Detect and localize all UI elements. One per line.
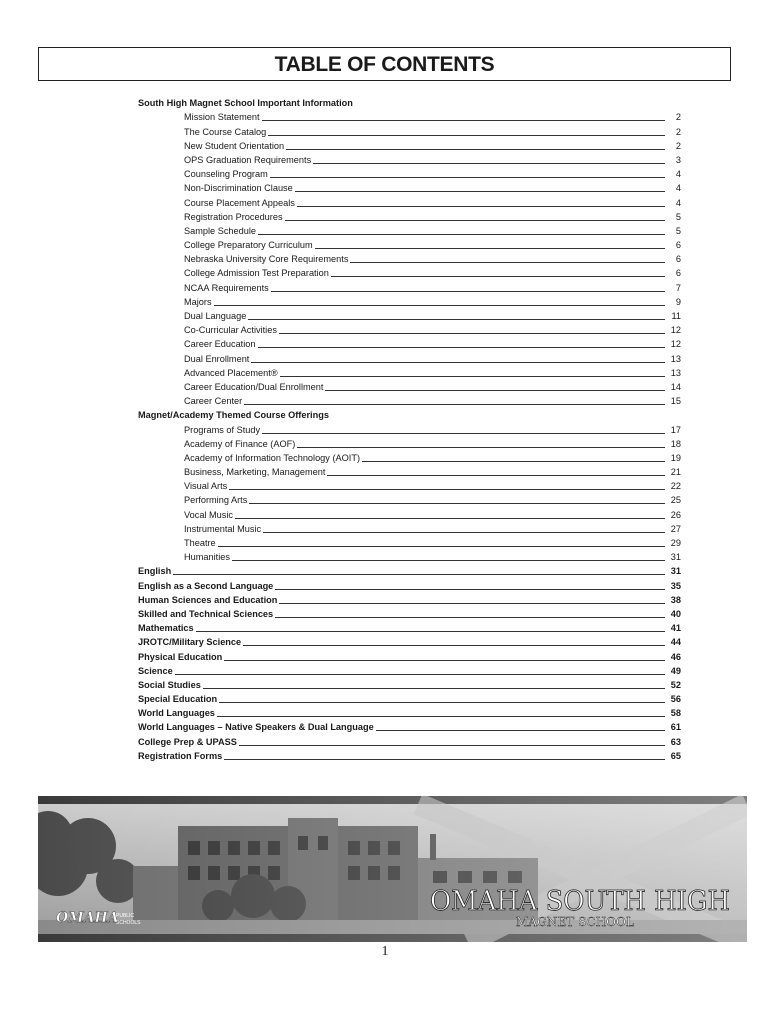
toc-entry-page: 12 bbox=[670, 339, 681, 350]
toc-entry-page: 41 bbox=[670, 623, 681, 634]
toc-entry bbox=[138, 648, 681, 662]
toc-leader-line bbox=[244, 403, 665, 405]
toc-leader-line bbox=[196, 630, 665, 632]
toc-entry-page: 46 bbox=[670, 651, 681, 662]
toc-entry-page: 7 bbox=[675, 282, 681, 293]
toc-entry-page: 27 bbox=[670, 523, 681, 534]
toc-entry bbox=[138, 294, 681, 308]
toc-entry-page: 2 bbox=[675, 140, 681, 151]
toc-entry bbox=[138, 336, 681, 350]
toc-leader-line bbox=[251, 361, 665, 363]
toc-entry-page: 12 bbox=[670, 325, 681, 336]
toc-entry bbox=[138, 109, 681, 123]
toc-entry bbox=[138, 421, 681, 435]
toc-entry-page: 15 bbox=[670, 396, 681, 407]
toc-leader-line bbox=[239, 744, 665, 746]
toc-entry-label: NCAA Requirements bbox=[184, 282, 269, 293]
toc-entry-label: Academy of Finance (AOF) bbox=[184, 438, 296, 449]
toc-leader-line bbox=[224, 758, 665, 760]
toc-entry-label: Skilled and Technical Sciences bbox=[138, 608, 274, 619]
toc-entry bbox=[138, 733, 681, 747]
toc-leader-line bbox=[295, 190, 665, 192]
toc-entry bbox=[138, 308, 681, 322]
toc-leader-line bbox=[262, 119, 665, 121]
school-subtitle: MAGNET SCHOOL bbox=[516, 915, 635, 929]
toc-entry-label: Registration Forms bbox=[138, 750, 223, 761]
toc-entry bbox=[138, 237, 681, 251]
toc-entry-label: Career Education bbox=[184, 339, 256, 350]
toc-leader-line bbox=[297, 446, 665, 448]
toc-entry bbox=[138, 719, 681, 733]
toc-entry-label: Career Education/Dual Enrollment bbox=[184, 381, 324, 392]
toc-entry-page: 38 bbox=[670, 594, 681, 605]
toc-entry-label: Theatre bbox=[184, 538, 216, 548]
toc-leader-line bbox=[362, 460, 665, 462]
toc-entry-page: 31 bbox=[670, 566, 681, 577]
toc-entry-label: Human Sciences and Education bbox=[138, 594, 278, 605]
toc-entry-page: 49 bbox=[670, 665, 681, 676]
toc-entry-page: 56 bbox=[670, 694, 681, 705]
toc-leader-line bbox=[217, 715, 665, 717]
toc-entry-page: 4 bbox=[675, 169, 681, 180]
toc-entry-label: College Preparatory Curriculum bbox=[184, 240, 313, 251]
toc-entry bbox=[138, 663, 681, 677]
toc-entry-page: 63 bbox=[670, 736, 681, 747]
table-of-contents bbox=[138, 95, 681, 762]
toc-entry-page: 61 bbox=[670, 722, 681, 733]
district-logo-sub2: SCHOOLS bbox=[116, 920, 141, 926]
toc-leader-line bbox=[229, 488, 665, 490]
toc-entry-label: Nebraska University Core Requirements bbox=[184, 254, 349, 265]
toc-entry-label: Dual Language bbox=[184, 311, 247, 321]
toc-entry-page: 18 bbox=[670, 438, 681, 449]
toc-leader-line bbox=[203, 687, 665, 689]
toc-entry-page: 19 bbox=[670, 452, 681, 463]
school-name: OMAHA SOUTH HIGH bbox=[430, 886, 730, 917]
toc-entry-page: 13 bbox=[670, 353, 681, 364]
toc-entry bbox=[138, 577, 681, 591]
page-number: 1 bbox=[381, 944, 389, 959]
toc-entry-page: 65 bbox=[670, 750, 681, 761]
toc-leader-line bbox=[173, 573, 665, 575]
toc-entry bbox=[138, 407, 681, 421]
toc-entry-page: 6 bbox=[675, 240, 681, 251]
district-logo-sub1: PUBLIC bbox=[116, 913, 135, 919]
toc-leader-line bbox=[243, 644, 665, 646]
toc-leader-line bbox=[279, 332, 665, 334]
toc-entry-page: 5 bbox=[675, 211, 681, 222]
toc-entry bbox=[138, 535, 681, 549]
toc-entry bbox=[138, 620, 681, 634]
toc-entry bbox=[138, 506, 681, 520]
toc-entry-label: Non-Discrimination Clause bbox=[184, 183, 293, 194]
toc-entry bbox=[138, 180, 681, 194]
toc-entry-label: College Prep & UPASS bbox=[138, 736, 237, 747]
toc-leader-line bbox=[258, 233, 665, 235]
toc-leader-line bbox=[175, 673, 665, 675]
toc-entry-label: Programs of Study bbox=[184, 424, 261, 435]
toc-entry-label: Dual Enrollment bbox=[184, 353, 250, 364]
toc-leader-line bbox=[249, 502, 665, 504]
toc-entry-page: 4 bbox=[675, 197, 681, 208]
toc-leader-line bbox=[350, 261, 665, 263]
toc-entry-label: College Admission Test Preparation bbox=[184, 268, 329, 279]
toc-entry bbox=[138, 251, 681, 265]
toc-entry-page: 22 bbox=[670, 481, 681, 492]
toc-entry-label: English bbox=[138, 566, 172, 577]
toc-entry-page: 21 bbox=[670, 467, 681, 478]
toc-entry-page: 6 bbox=[675, 268, 681, 279]
toc-entry-label: Mission Statement bbox=[184, 112, 260, 123]
toc-leader-line bbox=[248, 318, 665, 320]
toc-entry-page: 3 bbox=[675, 154, 681, 165]
toc-entry-label: South High Magnet School Important Information bbox=[138, 98, 353, 109]
toc-entry bbox=[138, 138, 681, 152]
toc-leader-line bbox=[325, 389, 665, 391]
toc-entry-label: Majors bbox=[184, 296, 212, 307]
toc-entry-page: 17 bbox=[670, 424, 681, 435]
toc-entry-page: 31 bbox=[670, 552, 681, 563]
toc-entry-label: Visual Arts bbox=[184, 481, 228, 492]
toc-leader-line bbox=[279, 602, 665, 604]
toc-entry-label: World Languages bbox=[138, 708, 215, 719]
toc-leader-line bbox=[315, 247, 665, 249]
toc-leader-line bbox=[313, 162, 665, 164]
toc-entry bbox=[138, 152, 681, 166]
page-title: TABLE OF CONTENTS bbox=[274, 53, 495, 76]
toc-entry-label: Instrumental Music bbox=[184, 523, 262, 534]
toc-entry bbox=[138, 450, 681, 464]
toc-entry-label: Mathematics bbox=[138, 623, 194, 634]
toc-entry-page: 26 bbox=[670, 509, 681, 520]
toc-entry-page: 25 bbox=[670, 495, 681, 506]
toc-entry-page: 2 bbox=[675, 126, 681, 137]
toc-entry-page: 44 bbox=[670, 637, 681, 648]
toc-leader-line bbox=[258, 346, 666, 348]
toc-entry bbox=[138, 393, 681, 407]
toc-entry-label: The Course Catalog bbox=[184, 126, 267, 137]
toc-entry-label: Advanced Placement® bbox=[184, 367, 278, 378]
toc-leader-line bbox=[219, 701, 665, 703]
toc-entry-label: Course Placement Appeals bbox=[184, 197, 295, 208]
toc-entry-label: Magnet/Academy Themed Course Offerings bbox=[138, 410, 329, 421]
toc-entry-page: 14 bbox=[670, 381, 681, 392]
toc-leader-line bbox=[232, 559, 665, 561]
toc-entry-page: 13 bbox=[670, 367, 681, 378]
toc-entry bbox=[138, 436, 681, 450]
toc-entry-label: Counseling Program bbox=[184, 169, 268, 180]
toc-entry-label: Vocal Music bbox=[184, 509, 234, 520]
toc-entry bbox=[138, 748, 681, 762]
toc-entry-label: Science bbox=[138, 665, 173, 676]
toc-entry-label: OPS Graduation Requirements bbox=[184, 154, 312, 165]
toc-entry bbox=[138, 592, 681, 606]
toc-entry-label: Registration Procedures bbox=[184, 211, 283, 222]
toc-entry-page: 58 bbox=[670, 708, 681, 719]
toc-entry-page: 52 bbox=[670, 679, 681, 690]
toc-leader-line bbox=[376, 729, 665, 731]
toc-entry-label: Social Studies bbox=[138, 679, 201, 690]
toc-entry-page: 5 bbox=[675, 225, 681, 236]
toc-title-box bbox=[38, 47, 731, 81]
toc-entry bbox=[138, 379, 681, 393]
toc-entry bbox=[138, 265, 681, 279]
toc-entry-label: Humanities bbox=[184, 552, 230, 563]
toc-leader-line bbox=[297, 205, 665, 207]
toc-entry bbox=[138, 563, 681, 577]
toc-leader-line bbox=[286, 148, 665, 150]
toc-entry-page: 11 bbox=[671, 311, 681, 321]
district-logo bbox=[56, 910, 141, 926]
toc-entry bbox=[138, 677, 681, 691]
toc-entry-page: 29 bbox=[670, 538, 681, 548]
toc-leader-line bbox=[270, 176, 665, 178]
toc-entry bbox=[138, 279, 681, 293]
district-logo-text: OMAHA bbox=[56, 910, 119, 926]
toc-entry-label: English as a Second Language bbox=[138, 580, 274, 591]
toc-entry-label: Physical Education bbox=[138, 651, 223, 662]
toc-entry-label: Special Education bbox=[138, 694, 218, 705]
toc-entry bbox=[138, 350, 681, 364]
toc-entry bbox=[138, 223, 681, 237]
toc-entry bbox=[138, 606, 681, 620]
toc-leader-line bbox=[275, 588, 665, 590]
toc-leader-line bbox=[275, 616, 665, 618]
toc-entry-page: 35 bbox=[670, 580, 681, 591]
toc-entry bbox=[138, 549, 681, 563]
toc-entry bbox=[138, 365, 681, 379]
toc-leader-line bbox=[214, 304, 665, 306]
toc-entry-label: Business, Marketing, Management bbox=[184, 467, 326, 478]
toc-entry-page: 40 bbox=[670, 608, 681, 619]
toc-entry-label: Career Center bbox=[184, 396, 243, 407]
toc-entry-page: 9 bbox=[675, 296, 681, 307]
toc-leader-line bbox=[268, 134, 665, 136]
toc-entry bbox=[138, 705, 681, 719]
toc-entry-label: Sample Schedule bbox=[184, 225, 257, 236]
toc-entry bbox=[138, 464, 681, 478]
toc-entry-label: New Student Orientation bbox=[184, 140, 285, 151]
toc-leader-line bbox=[327, 474, 665, 476]
toc-leader-line bbox=[235, 517, 665, 519]
toc-entry bbox=[138, 209, 681, 223]
toc-entry bbox=[138, 634, 681, 648]
toc-entry-label: JROTC/Military Science bbox=[138, 637, 242, 648]
school-banner-image bbox=[38, 796, 747, 942]
toc-entry-page: 2 bbox=[675, 112, 681, 123]
toc-leader-line bbox=[331, 275, 665, 277]
toc-leader-line bbox=[263, 531, 665, 533]
toc-entry bbox=[138, 95, 681, 109]
toc-entry-label: Performing Arts bbox=[184, 495, 248, 506]
toc-leader-line bbox=[285, 219, 665, 221]
toc-leader-line bbox=[271, 290, 665, 292]
toc-entry-page: 6 bbox=[675, 254, 681, 265]
toc-entry bbox=[138, 492, 681, 506]
toc-leader-line bbox=[262, 432, 665, 434]
toc-entry-label: Academy of Information Technology (AOIT) bbox=[184, 452, 361, 463]
toc-entry bbox=[138, 322, 681, 336]
toc-leader-line bbox=[218, 545, 665, 547]
toc-leader-line bbox=[224, 659, 665, 661]
toc-entry-page: 4 bbox=[675, 183, 681, 194]
toc-entry-label: World Languages – Native Speakers & Dual Language bbox=[138, 722, 374, 733]
toc-leader-line bbox=[280, 375, 665, 377]
toc-entry bbox=[138, 166, 681, 180]
toc-entry bbox=[138, 691, 681, 705]
toc-entry bbox=[138, 521, 681, 535]
toc-entry bbox=[138, 478, 681, 492]
toc-entry bbox=[138, 194, 681, 208]
toc-entry-label: Co-Curricular Activities bbox=[184, 325, 277, 336]
toc-entry bbox=[138, 123, 681, 137]
